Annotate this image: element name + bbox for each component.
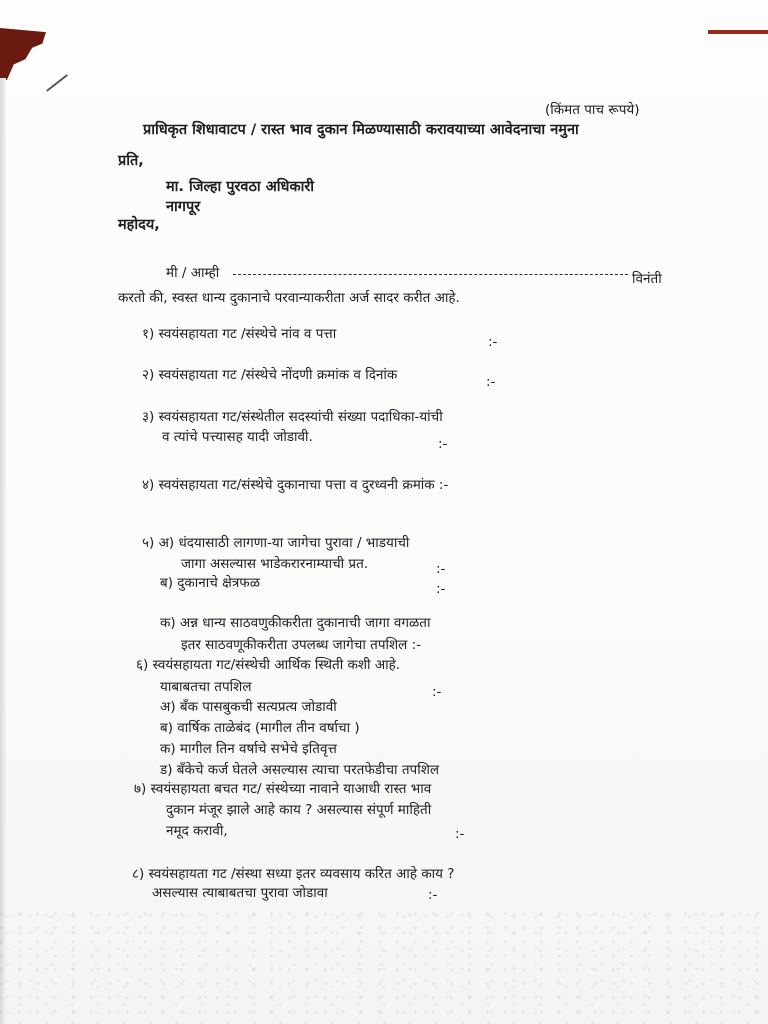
item-5a-line1: ५) अ) धंदयासाठी लागणा-या जागेचा पुरावा / भाडयाची <box>142 535 410 551</box>
applicant-blank <box>233 274 628 275</box>
form-title: प्राधिकृत शिधावाटप / रास्त भाव दुकान मिळण्यासाठी करावयाच्या आवेदनाचा नमुना <box>143 122 579 138</box>
item-6b: ब) वार्षिक ताळेबंद (मागील तीन वर्षाचा ) <box>160 720 360 736</box>
paper-texture <box>0 904 768 1024</box>
pen-mark <box>46 74 68 92</box>
item-5a-colon: :- <box>436 561 446 577</box>
paper-edge <box>0 78 6 1024</box>
request-line: करतो की, स्वस्त धान्य दुकानाचे परवान्याकरीता अर्ज सादर करीत आहे. <box>118 290 460 306</box>
item-1: १) स्वयंसहायता गट /संस्थेचे नांव व पत्ता <box>142 326 337 342</box>
item-8-line1: ८) स्वयंसहायता गट /संस्था सध्या इतर व्यवसाय करित आहे काय ? <box>132 866 455 882</box>
applicant-prefix: मी / आम्ही <box>166 265 220 281</box>
item-6-colon: :- <box>432 684 442 700</box>
item-7-line3: नमूद करावी, <box>166 823 228 839</box>
item-6c: क) मागील तिन वर्षाचे सभेचे इतिवृत्त <box>160 741 337 757</box>
item-6d: ड) बँकेचे कर्ज घेतले असल्यास त्याचा परतफेडीचा तपशिल <box>160 762 440 778</box>
item-6a: अ) बँक पासबुकची सत्यप्रत्य जोडावी <box>160 699 337 715</box>
item-6: ६) स्वयंसहायता गट/संस्थेची आर्थिक स्थिती कशी आहे. <box>136 657 401 673</box>
item-8-line2: असल्यास त्याबाबतचा पुरावा जोडावा <box>152 885 328 901</box>
item-5b: ब) दुकानाचे क्षेत्रफळ <box>160 575 260 591</box>
torn-corner <box>0 28 46 80</box>
officer-line: मा. जिल्हा पुरवठा अधिकारी <box>166 179 315 195</box>
price-note: (किंमत पाच रूपये) <box>545 102 640 118</box>
item-2: २) स्वयंसहायता गट /संस्थेचे नोंदणी क्रमांक व दिनांक <box>142 367 398 383</box>
binding-strip <box>708 30 768 34</box>
item-8-colon: :- <box>428 887 438 903</box>
item-1-colon: :- <box>488 334 498 350</box>
item-3-colon: :- <box>438 436 448 452</box>
item-7-line1: ७) स्वयंसहायता बचत गट/ संस्थेच्या नावाने याआधी रास्त भाव <box>134 781 432 797</box>
item-3-line1: ३) स्वयंसहायता गट/संस्थेतील सदस्यांची संख्या पदाधिका-यांची <box>142 409 443 425</box>
item-7-line2: दुकान मंजूर झाले आहे काय ? असल्यास संपूर्ण माहिती <box>166 802 432 818</box>
item-2-colon: :- <box>486 374 496 390</box>
item-5c-line2: इतर साठवणूकीकरीता उपलब्ध जागेचा तपशिल :- <box>181 637 422 653</box>
item-5b-colon: :- <box>436 581 446 597</box>
item-3-line2: व त्यांचे पत्त्यासह यादी जोडावी. <box>162 429 313 445</box>
applicant-suffix: विनंती <box>632 271 662 287</box>
to-line: प्रति, <box>118 153 144 169</box>
salutation-line: महोदय, <box>118 217 160 233</box>
item-5c-line1: क) अन्न धान्य साठवणुकीकरीता दुकानाची जागा वगळता <box>160 615 431 631</box>
item-7-colon: :- <box>455 826 465 842</box>
item-5a-line2: जागा असल्यास भाडेकरारनाम्याची प्रत. <box>181 556 369 572</box>
item-6-detail: याबाबतचा तपशिल <box>160 679 252 695</box>
city-line: नागपूर <box>166 199 201 215</box>
item-4: ४) स्वयंसहायता गट/संस्थेचे दुकानाचा पत्ता व दुरध्वनी क्रमांक :- <box>142 477 449 493</box>
